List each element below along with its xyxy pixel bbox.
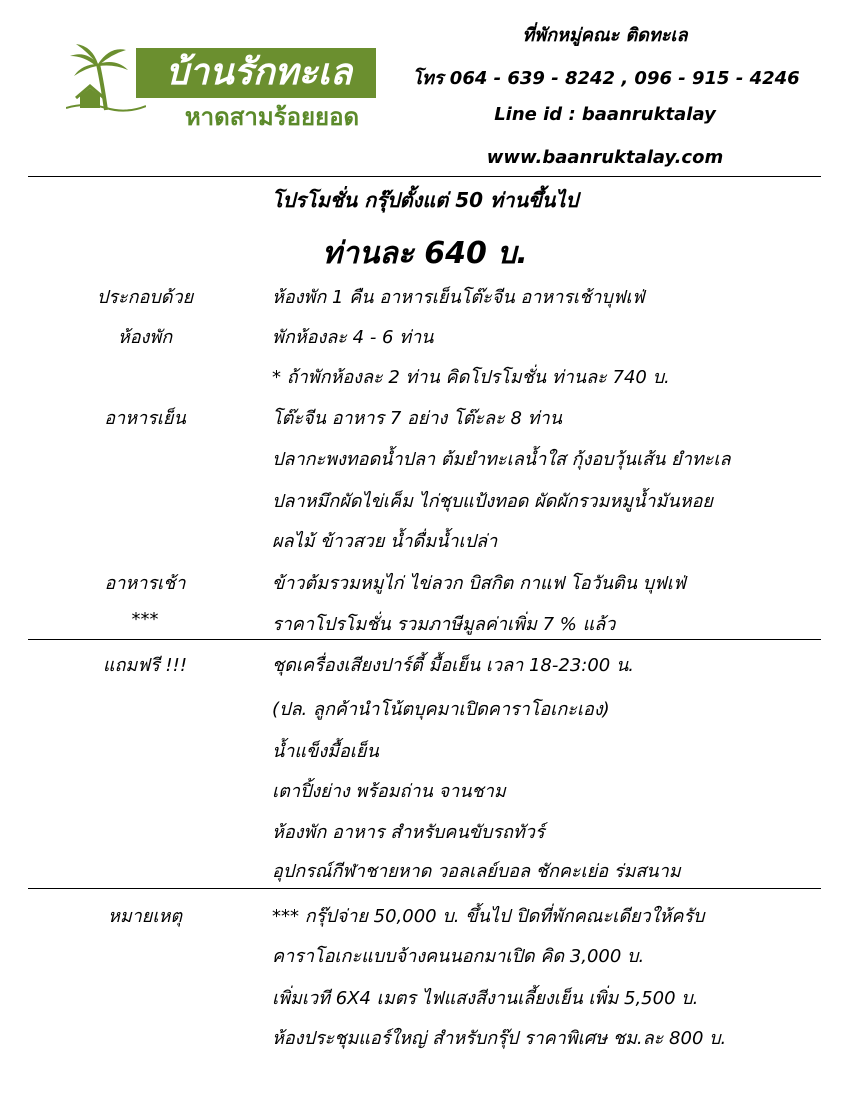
label-stars: *** (131, 609, 159, 630)
vat-line: ราคาโปรโมชั่น รวมภาษีมูลค่าเพิ่ม 7 % แล้ว (272, 614, 616, 635)
free-line-5: ห้องพัก อาหาร สำหรับคนขับรถทัวร์ (272, 822, 545, 843)
free-line-4: เตาปิ้งย่าง พร้อมถ่าน จานชาม (272, 781, 506, 802)
header-website: www.baanruktalay.com (486, 147, 724, 168)
breakfast-line: ข้าวต้มรวมหมูไก่ ไข่ลวก บิสกิต กาแฟ โอวันติน บุฟเฟ่ (272, 573, 686, 594)
logo-name: บ้านรักทะเล (165, 52, 353, 93)
free-line-3: น้ำแข็งมื้อเย็น (272, 741, 379, 762)
note-line-4: ห้องประชุมแอร์ใหญ่ สำหรับกรุ๊ป ราคาพิเศษ ชม.ละ 800 บ. (272, 1028, 727, 1049)
label-dinner: อาหารเย็น (104, 408, 186, 429)
room-line-2: * ถ้าพักห้องละ 2 ท่าน คิดโปรโมชั่น ท่านละ 740 บ. (272, 367, 670, 388)
logo-subtitle: หาดสามร้อยยอด (184, 103, 360, 131)
dinner-line-4: ผลไม้ ข้าวสวย น้ำดื่มน้ำเปล่า (272, 531, 498, 552)
label-breakfast: อาหารเช้า (104, 573, 186, 594)
free-line-1: ชุดเครื่องเสียงปาร์ตี้ มื้อเย็น เวลา 18-23:00 น. (272, 655, 634, 676)
label-room: ห้องพัก (117, 327, 173, 348)
label-includes: ประกอบด้วย (96, 287, 194, 308)
includes-line: ห้องพัก 1 คืน อาหารเย็นโต๊ะจีน อาหารเช้าบุฟเฟ่ (272, 287, 645, 308)
dinner-line-1: โต๊ะจีน อาหาร 7 อย่าง โต๊ะละ 8 ท่าน (272, 408, 562, 429)
label-notes: หมายเหตุ (107, 906, 183, 927)
note-line-2: คาราโอเกะแบบจ้างคนนอกมาเปิด คิด 3,000 บ. (272, 946, 645, 967)
dinner-line-3: ปลาหมึกผัดไข่เค็ม ไก่ชุบแป้งทอด ผัดผักรวมหมูน้ำมันหอย (272, 491, 713, 512)
note-line-3: เพิ่มเวที 6X4 เมตร ไฟแสงสีงานเลี้ยงเย็น เพิ่ม 5,500 บ. (272, 988, 699, 1009)
free-line-2: (ปล. ลูกค้านำโน้ตบุคมาเปิดคาราโอเกะเอง) (272, 699, 610, 720)
label-free: แถมฟรี !!! (102, 655, 188, 676)
free-line-6: อุปกรณ์กีฬาชายหาด วอลเลย์บอล ชักคะเย่อ ร่มสนาม (272, 861, 681, 882)
room-line-1: พักห้องละ 4 - 6 ท่าน (272, 327, 434, 348)
header-phone: โทร 064 - 639 - 8242 , 096 - 915 - 4246 (412, 68, 800, 89)
logo (66, 42, 378, 132)
note-line-1: *** กรุ๊ปจ่าย 50,000 บ. ขึ้นไป ปิดที่พักคณะเดียวให้ครับ (272, 906, 705, 927)
header-tagline: ที่พักหมู่คณะ ติดทะเล (522, 25, 688, 46)
divider-middle (28, 639, 821, 640)
divider-top (28, 176, 821, 177)
dinner-line-2: ปลากะพงทอดน้ำปลา ต้มยำทะเลน้ำใส กุ้งอบวุ้นเส้น ยำทะเล (272, 449, 731, 470)
header-line-id: Line id : baanruktalay (494, 104, 716, 125)
palm-tree-house-icon (66, 42, 146, 112)
promo-price: ท่านละ 640 บ. (322, 236, 528, 271)
divider-bottom (28, 888, 821, 889)
promo-title: โปรโมชั่น กรุ๊ปตั้งแต่ 50 ท่านขึ้นไป (271, 188, 579, 212)
